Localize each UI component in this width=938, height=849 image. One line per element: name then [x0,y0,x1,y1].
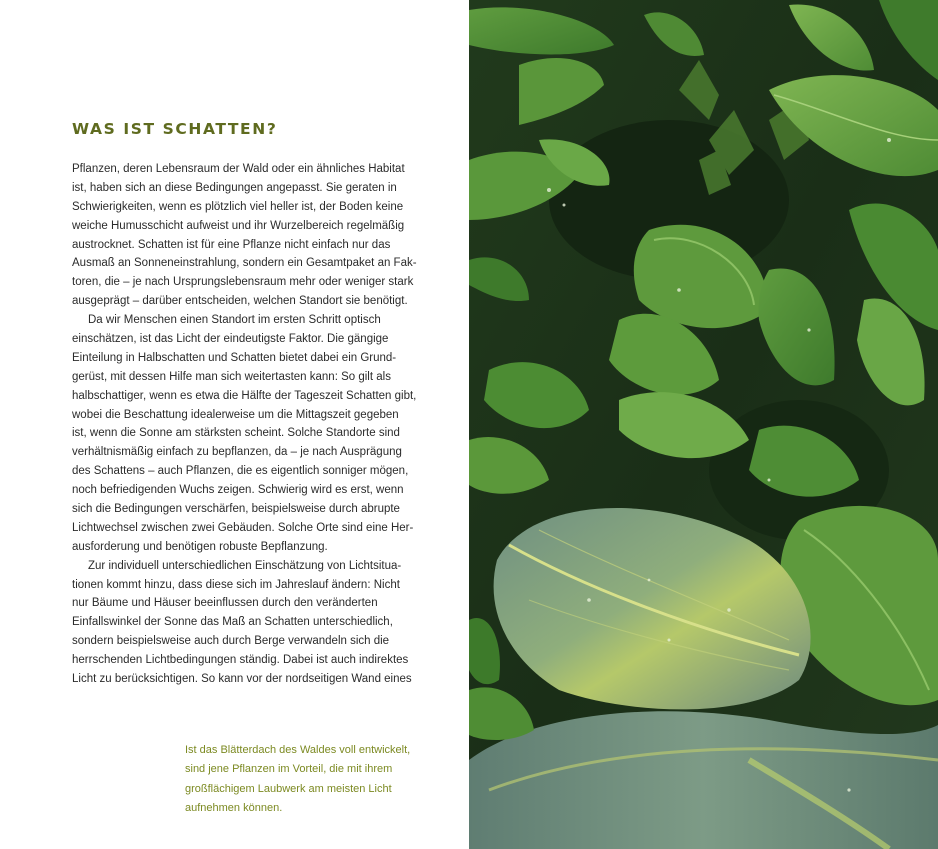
text-line: ausgeprägt – darüber entscheiden, welchen Standort sie benötigt. [72,295,408,308]
text-line: Schwierigkeiten, wenn es plötzlich viel heller ist, der Boden keine [72,200,404,213]
text-line: toren, die – je nach Ursprungslebensraum mehr oder weniger stark [72,276,414,289]
text-line: Licht zu berücksichtigen. So kann vor der nordseitigen Wand eines [72,673,412,686]
text-line: sondern beispielsweise auch durch Berge verwandeln sich die [72,635,390,648]
text-line: austrocknet. Schatten ist für eine Pflanze nicht einfach nur das [72,238,391,251]
text-line: des Schattens – auch Pflanzen, die es eigentlich sonniger mögen, [72,465,409,478]
text-line: wobei die Beschattung idealerweise um die Mittagszeit gegeben [72,408,399,421]
text-line: noch befriedigenden Wuchs zeigen. Schwierig wird es erst, wenn [72,484,404,497]
text-line: weiche Humusschicht aufweist und ihr Wurzelbereich regelmäßig [72,219,405,232]
text-line: Ausmaß an Sonneneinstrahlung, sondern ein Gesamtpaket an Fak- [72,257,417,270]
text-column [72,0,417,849]
text-line: Pflanzen, deren Lebensraum der Wald oder ein ähnliches Habitat [72,163,405,175]
caption-line: aufnehmen können. [185,801,283,814]
text-line: Einteilung in Halbschatten und Schatten bietet dabei ein Grund- [72,351,397,364]
caption-line: großflächigem Laubwerk am meisten Licht [185,782,392,795]
caption-line: Ist das Blätterdach des Waldes voll entwickelt, [185,744,411,756]
text-line: Lichtwechsel zwischen zwei Gebäuden. Solche Orte sind eine Her- [72,521,414,534]
body-text [72,160,417,689]
text-line: ist, wenn die Sonne am stärksten scheint. Solche Standorte sind [72,427,400,440]
text-line: Da wir Menschen einen Standort im ersten Schritt optisch [88,314,381,327]
foliage-illustration [469,0,938,849]
text-line: nur Bäume und Häuser beeinflussen durch den veränderten [72,597,378,610]
text-line: ist, haben sich an diese Bedingungen angepasst. Sie geraten in [72,181,397,194]
text-line: herrschenden Lichtbedingungen ständig. Dabei ist auch indirektes [72,654,409,667]
text-line: tionen kommt hinzu, dass diese sich im Jahreslauf ändern: Nicht [72,578,400,591]
leaf-foliage-photo [469,0,938,849]
text-line: ausforderung und benötigen robuste Bepflanzung. [72,540,328,553]
photo-caption [185,741,435,818]
text-line: Zur individuell unterschiedlichen Einschätzung von Lichtsitua- [88,559,402,572]
text-line: gerüst, mit dessen Hilfe man sich weitertasten kann: So gilt als [72,370,391,383]
caption-line: sind jene Pflanzen im Vorteil, die mit ihrem [185,763,393,776]
section-heading: WAS IST SCHATTEN? [72,120,278,138]
text-line: einschätzen, ist das Licht der eindeutigste Faktor. Die gängige [72,333,389,346]
text-line: verhältnismäßig einfach zu bepflanzen, da – je nach Ausprägung [72,446,402,459]
text-line: sich die Bedingungen verschärfen, beispielsweise durch abrupte [72,503,400,516]
text-line: halbschattiger, wenn es etwa die Hälfte der Tageszeit Schatten gibt, [72,389,417,402]
text-line: Einfallswinkel der Sonne das Maß an Schatten unterschiedlich, [72,616,393,629]
